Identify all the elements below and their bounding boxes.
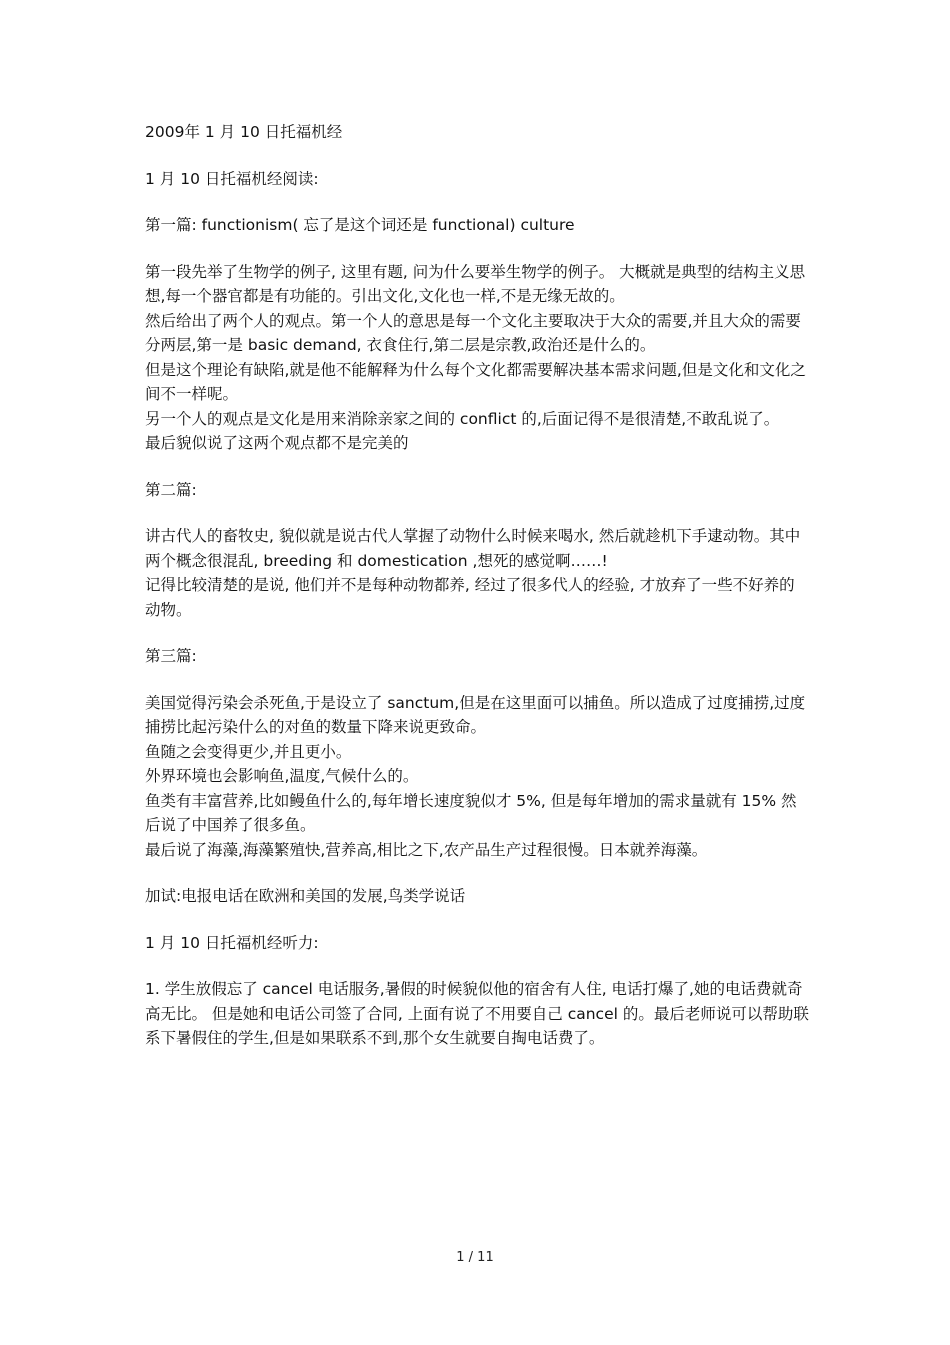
passage1-heading: 第一篇: functionism( 忘了是这个词还是 functional) culture [145, 216, 575, 234]
passage1-paragraph: 但是这个理论有缺陷,就是他不能解释为什么每个文化都需要解决基本需求问题,但是文化和文化之间不一样呢。 [145, 360, 806, 403]
page-number: 1 / 11 [456, 1250, 494, 1265]
passage3-paragraph: 鱼类有丰富营养,比如鳗鱼什么的,每年增长速度貌似才 5%, 但是每年增加的需求量就有 15% 然后说了中国养了很多鱼。 [145, 791, 797, 834]
passage1-paragraph: 第一段先举了生物学的例子, 这里有题, 问为什么要举生物学的例子。 大概就是典型的结构主义思想,每一个器官都是有功能的。引出文化,文化也一样,不是无缘无故的。 [145, 262, 806, 305]
passage2-paragraph: 记得比较清楚的是说, 他们并不是每种动物都养, 经过了很多代人的经验, 才放弃了一些不好养的动物。 [145, 576, 795, 619]
listening-item: 1. 学生放假忘了 cancel 电话服务,暑假的时候貌似他的宿舍有人住, 电话打爆了,她的电话费就奇高无比。 但是她和电话公司签了合同, 上面有说了不用要自己 cancel 的。最后老师说可以帮助联系下暑假住的学生,但是如果联系不到,那个女生就要自掏电话费了。 [145, 980, 809, 1047]
passage2-heading: 第二篇: [145, 480, 197, 499]
passage3-paragraph: 最后说了海藻,海藻繁殖快,营养高,相比之下,农产品生产过程很慢。日本就养海藻。 [145, 840, 708, 859]
passage3-paragraph: 鱼随之会变得更少,并且更小。 [145, 742, 352, 761]
extra-test-note: 加试:电报电话在欧洲和美国的发展,鸟类学说话 [145, 887, 466, 905]
listening-heading: 1 月 10 日托福机经听力: [145, 933, 319, 952]
document-body [145, 120, 810, 1051]
document-title: 2009年 1 月 10 日托福机经 [145, 123, 343, 141]
passage2-paragraph: 讲古代人的畜牧史, 貌似就是说古代人掌握了动物什么时候来喝水, 然后就趁机下手逮动物。其中两个概念很混乱, breeding 和 domestication ,想死的感觉啊……! [145, 527, 801, 570]
passage1-paragraph: 最后貌似说了这两个观点都不是完美的 [145, 434, 409, 452]
passage1-paragraph: 另一个人的观点是文化是用来消除亲家之间的 conflict 的,后面记得不是很清楚,不敢乱说了。 [145, 409, 780, 428]
passage3-paragraph: 外界环境也会影响鱼,温度,气候什么的。 [145, 767, 419, 785]
passage3-heading: 第三篇: [145, 647, 197, 665]
passage3-paragraph: 美国觉得污染会杀死鱼,于是设立了 sanctum,但是在这里面可以捕鱼。所以造成了过度捕捞,过度捕捞比起污染什么的对鱼的数量下降来说更致命。 [145, 693, 806, 736]
passage1-paragraph: 然后给出了两个人的观点。第一个人的意思是每一个文化主要取决于大众的需要,并且大众的需要分两层,第一是 basic demand, 衣食住行,第二层是宗教,政治还是什么的。 [145, 311, 801, 354]
reading-heading: 1 月 10 日托福机经阅读: [145, 169, 319, 188]
